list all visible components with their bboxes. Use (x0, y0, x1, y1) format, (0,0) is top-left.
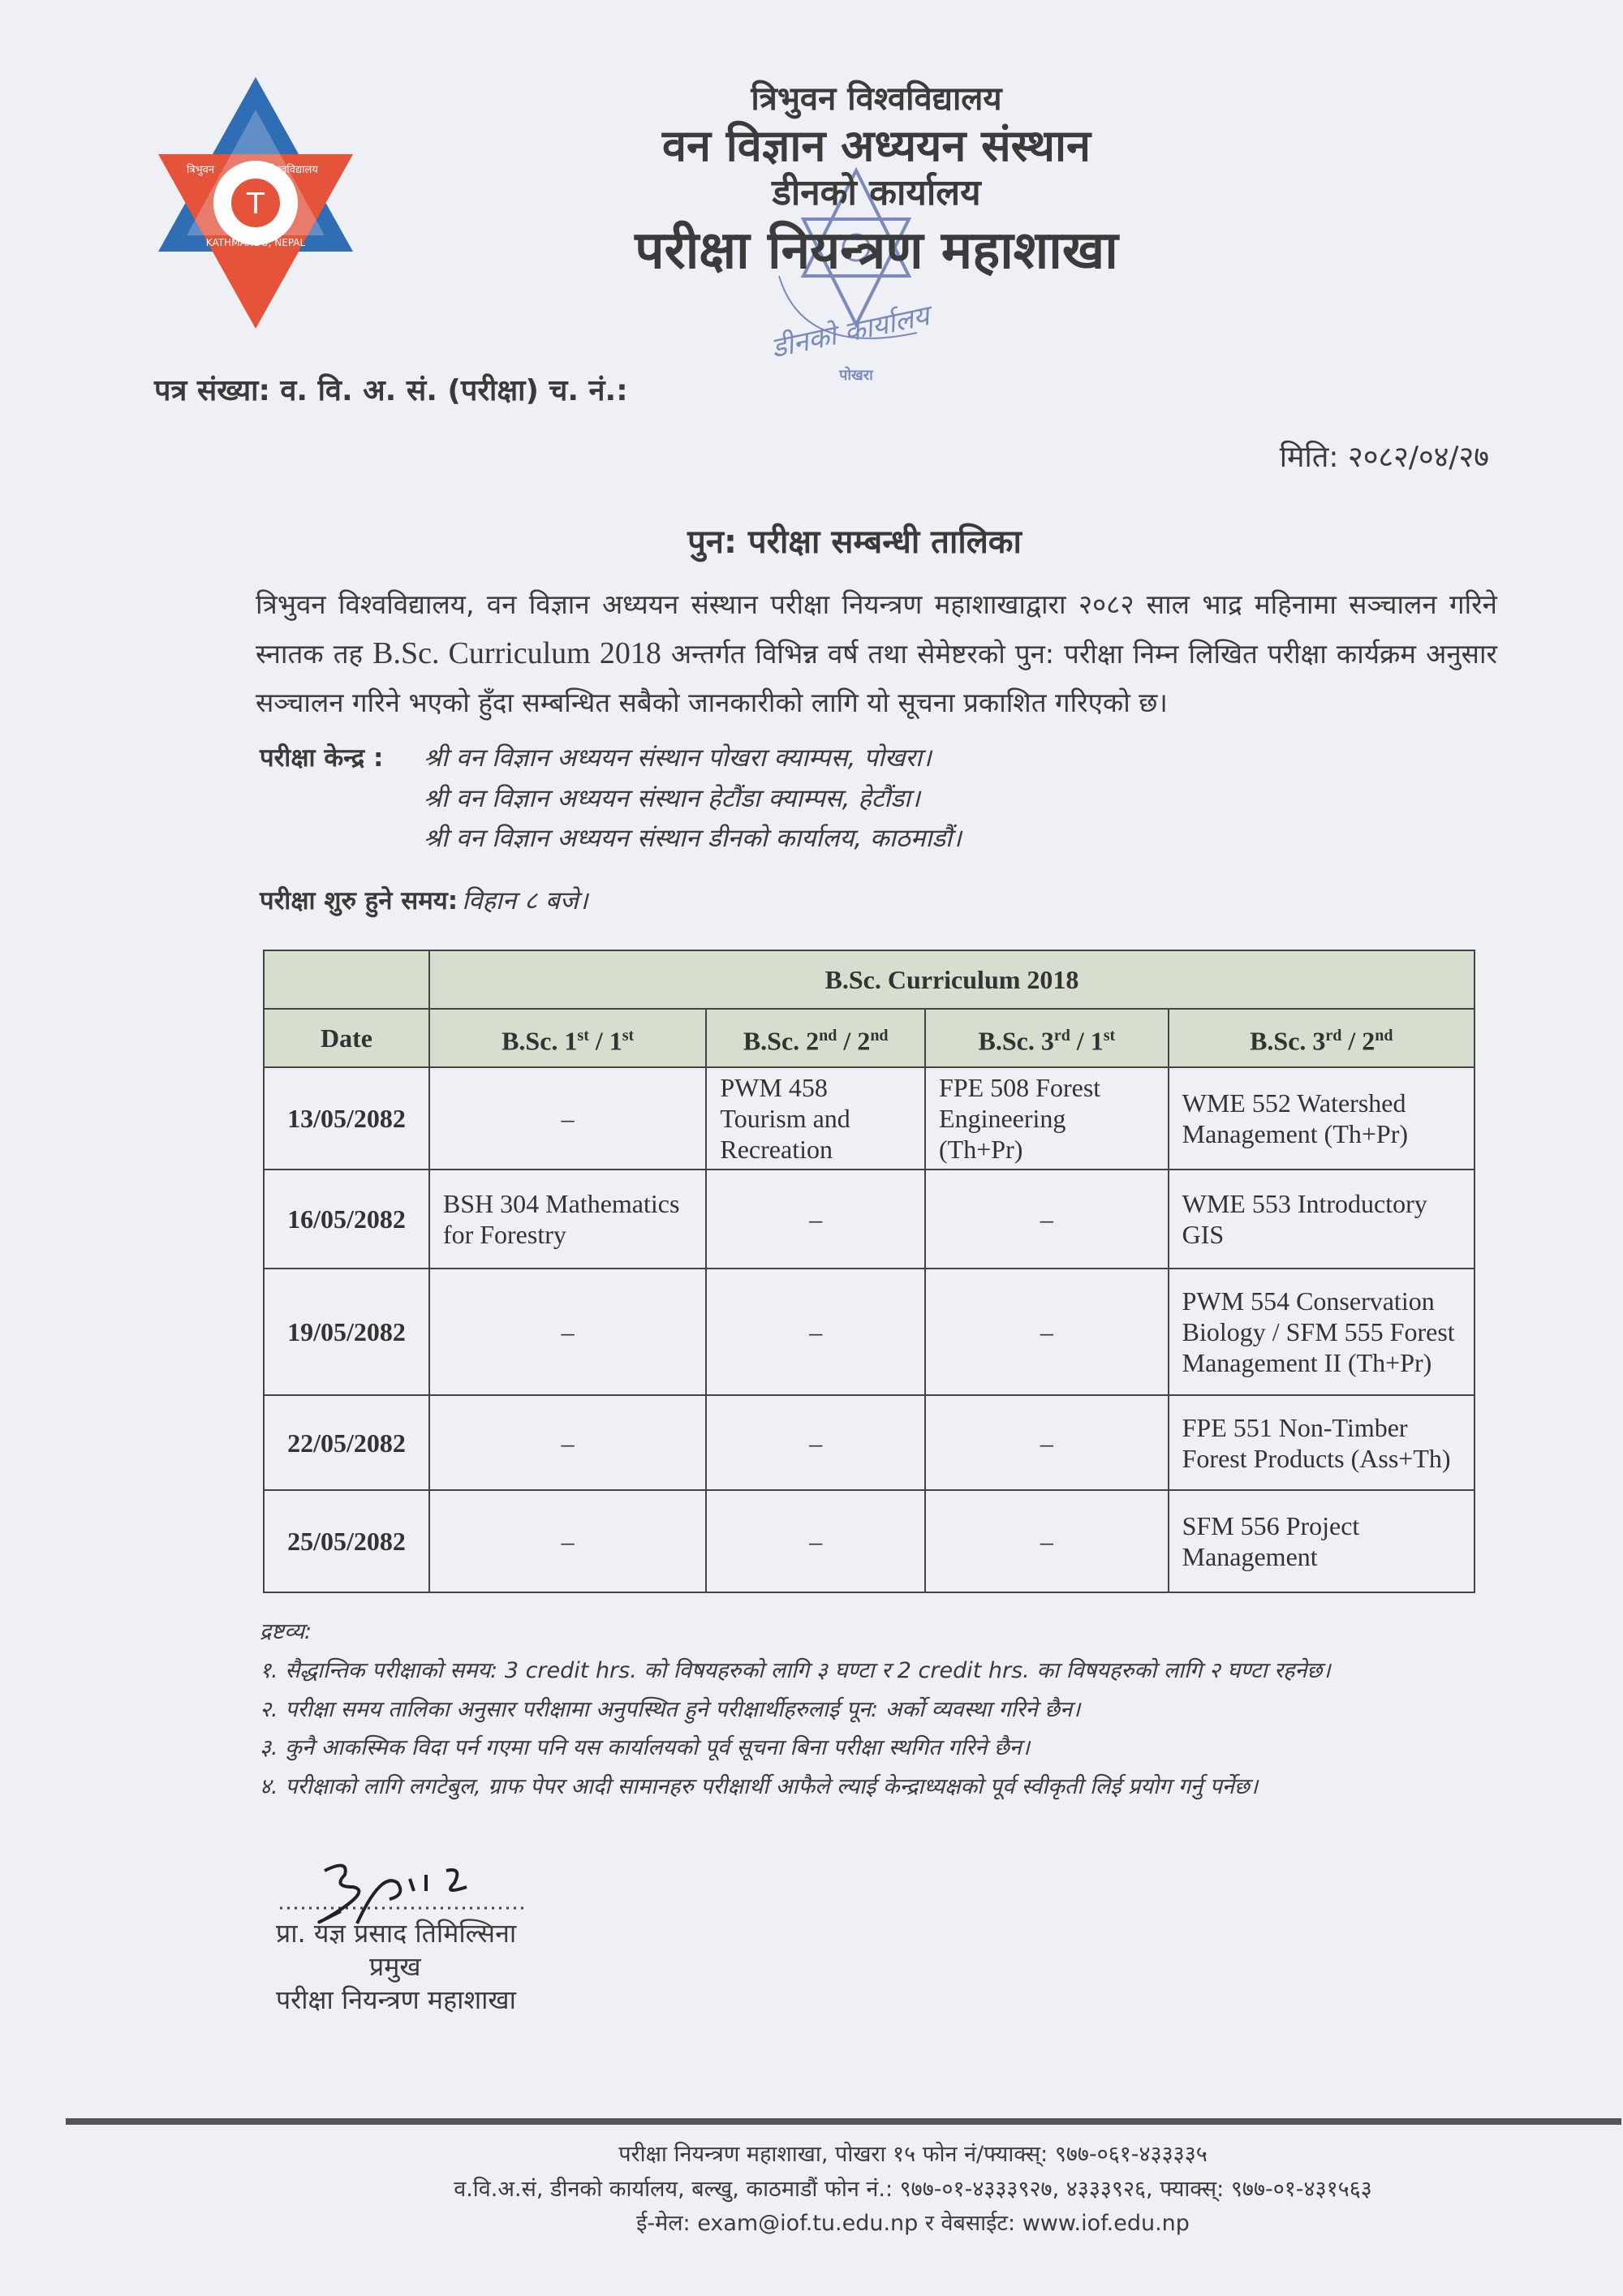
course-cell: FPE 508 Forest Engineering (Th+Pr) (925, 1067, 1169, 1170)
note-item: २. परीक्षा समय तालिका अनुसार परीक्षामा अनुपस्थित हुने परीक्षार्थीहरुलाई पून: अर्को व्यवस्था गरिने छैन। (260, 1697, 1081, 1722)
course-cell: WME 553 Introductory GIS (1169, 1170, 1474, 1269)
exam-time-label: परीक्षा शुरु हुने समय: (260, 886, 458, 915)
header-text: B.Sc. 1 (502, 1026, 578, 1056)
table-row (264, 1269, 1474, 1395)
course-cell: WME 552 Watershed Management (Th+Pr) (1169, 1067, 1474, 1170)
course-cell: SFM 556 Project Management (1169, 1490, 1474, 1592)
svg-text:विश्वविद्यालय: विश्वविद्यालय (268, 164, 318, 176)
header-text: B.Sc. 3 (978, 1026, 1054, 1056)
signatory-position: प्रमुख (369, 1951, 421, 1982)
exam-center-item: श्री वन विज्ञान अध्ययन संस्थान हेटौंडा क्याम्पस, हेटौंडा। (424, 784, 920, 813)
signatory-office: परीक्षा नियन्त्रण महाशाखा (276, 1984, 516, 2015)
date-cell: 22/05/2082 (264, 1395, 429, 1490)
exam-center-label: परीक्षा केन्द्र : (260, 743, 384, 773)
table-row (264, 1395, 1474, 1490)
footer-contact: ई-मेल: exam@iof.tu.edu.np र वेबसाईट: www.iof.edu.np (636, 2211, 1190, 2236)
footer-address-kathmandu: व.वि.अ.सं, डीनको कार्यालय, बल्खु, काठमाडौं फोन नं.: ९७७-०१-४३३३९२७, ४३३३९२६, फ्याक्स्: ९७७-०१-४३१५६३ (454, 2177, 1372, 2202)
svg-text:डीनको कार्यालय: डीनको कार्यालय (768, 299, 932, 365)
svg-text:पोखरा: पोखरा (839, 367, 873, 384)
course-cell: – (925, 1269, 1169, 1395)
header-text: / 2 (837, 1026, 871, 1056)
header-text: / 1 (588, 1026, 622, 1056)
header-text: nd (870, 1026, 889, 1045)
notes-heading: द्रष्टव्य: (260, 1619, 312, 1644)
exam-time (260, 883, 588, 917)
course-cell: BSH 304 Mathematics for Forestry (429, 1170, 706, 1269)
reference-number: पत्र संख्या: व. वि. अ. सं. (परीक्षा) च. नं.: (154, 374, 628, 407)
header-text: nd (1375, 1026, 1393, 1045)
table-row (264, 1170, 1474, 1269)
course-cell: – (429, 1269, 706, 1395)
course-cell: – (706, 1170, 925, 1269)
course-cell: PWM 554 Conservation Biology / SFM 555 Forest Management II (Th+Pr) (1169, 1269, 1474, 1395)
course-cell: – (706, 1490, 925, 1592)
exam-center-item: श्री वन विज्ञान अध्ययन संस्थान पोखरा क्याम्पस, पोखरा। (424, 743, 932, 773)
course-cell: – (429, 1490, 706, 1592)
university-name: त्रिभुवन विश्वविद्यालय (751, 80, 1002, 118)
office-name: डीनको कार्यालय (772, 172, 981, 213)
column-header-1 (429, 1009, 706, 1067)
course-cell: – (925, 1490, 1169, 1592)
exam-time-value: विहान ८ बजे। (462, 886, 588, 915)
institute-name: वन विज्ञान अध्ययन संस्थान (661, 120, 1091, 171)
footer-address-pokhara: परीक्षा नियन्त्रण महाशाखा, पोखरा १५ फोन नं/फ्याक्स्: ९७७-०६१-४३३३३५ (618, 2142, 1208, 2167)
exam-center-item: श्री वन विज्ञान अध्ययन संस्थान डीनको कार्यालय, काठमाडौं। (424, 824, 962, 853)
column-header-date: Date (264, 1009, 429, 1067)
notice-title: पुन: परीक्षा सम्बन्धी तालिका (687, 523, 1022, 561)
course-cell: – (925, 1170, 1169, 1269)
body-text: अन्तर्गत विभिन्न वर्ष तथा सेमेष्टरको पुन: परीक्षा निम्न लिखित परीक्षा कार्यक्रम अनुसार सञ्चालन गरिने भएको हुँदा सम्बन्धित सबैको जानकारीको लागि यो सूचना प्रकाशित गरिएको छ। (256, 638, 1497, 718)
course-cell: – (706, 1269, 925, 1395)
note-item: ३. कुनै आकस्मिक विदा पर्न गएमा पनि यस कार्यालयको पूर्व सूचना बिना परीक्षा स्थगित गरिने छैन। (260, 1735, 1031, 1760)
curriculum-header: B.Sc. Curriculum 2018 (429, 950, 1474, 1009)
course-cell: PWM 458 Tourism and Recreation (706, 1067, 925, 1170)
signatory-name: प्रा. यज्ञ प्रसाद तिमिल्सिना (276, 1918, 517, 1949)
header-text: B.Sc. 3 (1250, 1026, 1326, 1056)
header-text: / 2 (1341, 1026, 1375, 1056)
header-text: st (622, 1026, 635, 1045)
header-text: st (577, 1026, 589, 1045)
course-cell: – (925, 1395, 1169, 1490)
date-cell: 13/05/2082 (264, 1067, 429, 1170)
header-text: rd (1053, 1026, 1070, 1045)
date-cell: 25/05/2082 (264, 1490, 429, 1592)
footer-divider (66, 2118, 1621, 2125)
header-text: nd (819, 1026, 837, 1045)
course-cell: – (429, 1395, 706, 1490)
column-header-2 (706, 1009, 925, 1067)
table-row (264, 1067, 1474, 1170)
header-text: B.Sc. 2 (743, 1026, 820, 1056)
table-group-header-row (264, 950, 1474, 1009)
course-cell: – (429, 1067, 706, 1170)
empty-header-cell (264, 950, 429, 1009)
column-header-4 (1169, 1009, 1474, 1067)
date-cell: 16/05/2082 (264, 1170, 429, 1269)
table-row (264, 1490, 1474, 1592)
notice-body (256, 580, 1497, 727)
curriculum-name: B.Sc. Curriculum 2018 (372, 636, 661, 670)
course-cell: – (706, 1395, 925, 1490)
date-cell: 19/05/2082 (264, 1269, 429, 1395)
course-cell: FPE 551 Non-Timber Forest Products (Ass+Th) (1169, 1395, 1474, 1490)
svg-text:T: T (247, 187, 265, 221)
division-name: परीक्षा नियन्त्रण महाशाखा (635, 221, 1118, 281)
header-text: st (1103, 1026, 1116, 1045)
header-text: rd (1325, 1026, 1342, 1045)
column-header-3 (925, 1009, 1169, 1067)
svg-text:KATHMANDU, NEPAL: KATHMANDU, NEPAL (205, 237, 306, 248)
body-text: त्रिभुवन विश्वविद्यालय, वन विज्ञान अध्ययन संस्थान परीक्षा नियन्त्रण महाशाखाद्वारा २०८२ साल भाद्र महिनामा सञ्चालन गरिने स्नातक तह (256, 588, 1497, 670)
svg-text:त्रिभुवन: त्रिभुवन (187, 164, 215, 176)
letter-date: मिति: २०८२/०४/२७ (1279, 441, 1489, 474)
note-item: ४. परीक्षाको लागि लगटेबुल, ग्राफ पेपर आदी सामानहरु परीक्षार्थी आफैले ल्याई केन्द्राध्यक्षको पूर्व स्वीकृती लिई प्रयोग गर्नु पर्नेछ। (260, 1774, 1259, 1799)
exam-schedule-table (263, 950, 1475, 1593)
note-item: १. सैद्धान्तिक परीक्षाको समय: 3 credit hrs. को विषयहरुको लागि ३ घण्टा र 2 credit hrs. का विषयहरुको लागि २ घण्टा रहनेछ। (260, 1658, 1331, 1683)
table-header-row (264, 1009, 1474, 1067)
header-text: / 1 (1070, 1026, 1104, 1056)
